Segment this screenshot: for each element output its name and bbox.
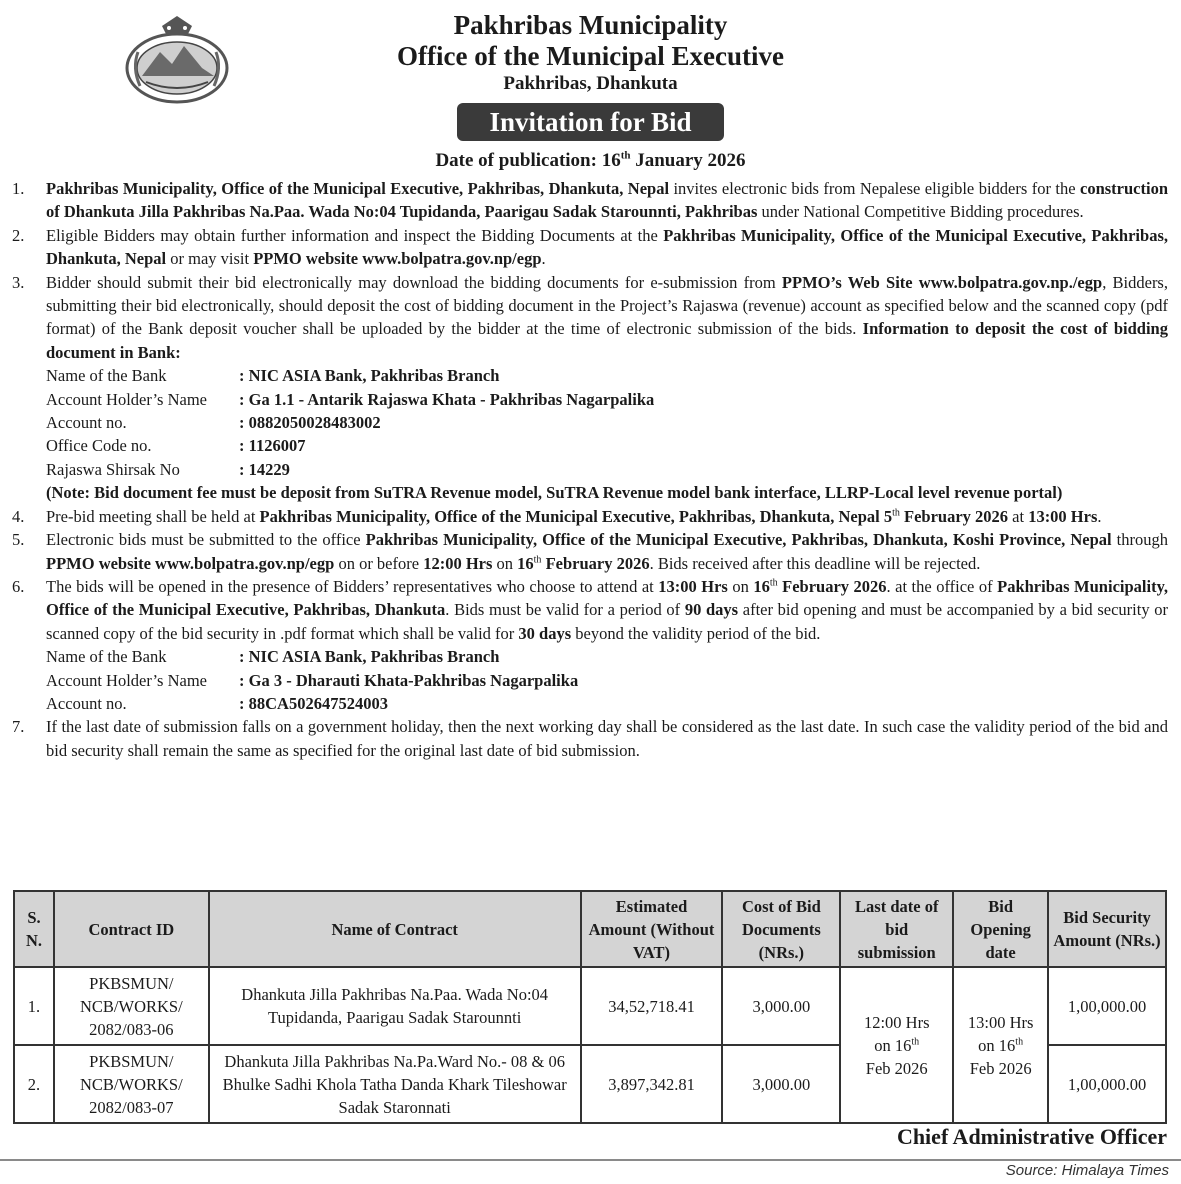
fee-note: (Note: Bid document fee must be deposit from SuTRA Revenue model, SuTRA Revenue model bank interface, LLRP-Local level revenue portal) [46,483,1063,503]
notice-item: 2. Eligible Bidders may obtain further information and inspect the Bidding Documents at the Pakhribas Municipality, Office of the Municipal Executive, Pakhribas, Dhankuta, Nepal or may visit PPMO website www.bolpatra.gov.np/egp. [12,225,1168,269]
bank-detail-row: Account Holder’s Name : Ga 3 - Dharauti Khata-Pakhribas Nagarpalika [46,670,579,690]
notice-item: 5. Electronic bids must be submitted to the office Pakhribas Municipality, Office of the Municipal Executive, Pakhribas, Dhankuta, Koshi Province, Nepal through PPMO website www.bolpatra.gov.np/egp on or before 12:00 Hrs on 16th February 2026. Bids received after this deadline will be rejected. [12,530,1168,573]
item-number: 4. [12,506,25,526]
cell-contract-name: Dhankuta Jilla Pakhribas Na.Pa.Ward No.- 08 & 06 Bhulke Sadhi Khola Tatha Danda Khark Tileshowar Sadak Staronnati [209,1045,581,1123]
cell-estimated-amount: 3,897,342.81 [581,1045,723,1123]
bank-detail-row: Rajaswa Shirsak No : 14229 [46,459,290,479]
cell-last-submission-date: 12:00 Hrs on 16th Feb 2026 [840,967,953,1123]
bank-detail-row: Account Holder’s Name : Ga 1.1 - Antarik Rajaswa Khata - Pakhribas Nagarpalika [46,389,655,409]
bank-detail-row: Office Code no. : 1126007 [46,436,306,456]
cell-sn: 1. [14,967,54,1045]
bank-details [46,364,1168,481]
bank-detail-row: Account no. : 88CA502647524003 [46,693,388,713]
notice-items [12,177,1168,762]
header-bid-security-amount: Bid Security Amount (NRs.) [1048,891,1166,967]
source-credit: Source: Himalaya Times [1005,1162,1169,1179]
invitation-banner: Invitation for Bid [457,103,724,141]
office-name: Office of the Municipal Executive [397,41,784,71]
notice-item: 7. If the last date of submission falls on a government holiday, then the next working day shall be considered as the last date. In such case the validity period of the bid and bid security shall remain the same as specified for the original last date of bid submission. [12,717,1168,760]
cell-sn: 2. [14,1045,54,1123]
item-number: 6. [12,576,25,596]
item-number: 1. [12,179,25,198]
signatory-title: Chief Administrative Officer [896,1124,1167,1149]
cell-estimated-amount: 34,52,718.41 [581,967,723,1045]
bank-details [46,645,1168,715]
bank-detail-row: Account no. : 0882050028483002 [46,413,381,433]
header-last-submission-date: Last date of bid submission [840,891,953,967]
notice-item: 4. Pre-bid meeting shall be held at Pakhribas Municipality, Office of the Municipal Executive, Pakhribas, Dhankuta, Nepal 5th February 2026 at 13:00 Hrs. [12,505,1168,528]
office-location: Pakhribas, Dhankuta [503,73,678,94]
header-bid-opening-date: Bid Opening date [953,891,1048,967]
item-number: 5. [12,530,25,550]
cell-bid-security-amount: 1,00,000.00 [1048,1045,1166,1123]
cell-bid-document-cost: 3,000.00 [722,967,840,1045]
header-sn: S. N. [14,891,54,967]
table-header-row [14,891,1166,967]
bank-detail-row: Name of the Bank : NIC ASIA Bank, Pakhribas Branch [46,647,500,667]
table-row [14,967,1166,1045]
cell-bid-document-cost: 3,000.00 [722,1045,840,1123]
cell-contract-name: Dhankuta Jilla Pakhribas Na.Paa. Wada No:04 Tupidanda, Paarigau Sadak Starounnti [209,967,581,1045]
header-bid-document-cost: Cost of Bid Documents (NRs.) [722,891,840,967]
item-number: 3. [12,272,25,292]
cell-contract-id: PKBSMUN/ NCB/WORKS/ 2082/083-07 [54,1045,209,1123]
cell-contract-id: PKBSMUN/ NCB/WORKS/ 2082/083-06 [54,967,209,1045]
header-estimated-amount: Estimated Amount (Without VAT) [581,891,723,967]
notice-body [12,177,1168,762]
cell-bid-opening-date: 13:00 Hrs on 16th Feb 2026 [953,967,1048,1123]
cell-bid-security-amount: 1,00,000.00 [1048,967,1166,1045]
municipality-name: Pakhribas Municipality [453,10,728,40]
bank-detail-row: Name of the Bank : NIC ASIA Bank, Pakhribas Branch [46,366,500,386]
publication-date: Date of publication: 16th January 2026 [435,149,746,171]
item-number: 2. [12,225,25,245]
contracts-table [13,890,1167,1124]
notice-item: 6. The bids will be opened in the presence of Bidders’ representatives who choose to attend at 13:00 Hrs on 16th February 2026. at the office of Pakhribas Municipality, Office of the Municipal Executive, Pakhribas, Dhankuta. Bids must be valid for a period of 90 days after bid opening and must be accompanied by a bid security or scanned copy of the bid security in .pdf format which shall be valid for 30 days beyond the validity period of the bid. Name of the Bank : NIC ASIA Bank, Pakhribas Branch Account Holder’s Name : Ga 3 - Dharauti Khata-Pakhribas Nagarpalika Account no. : 88CA502647524003 [12,575,1168,715]
header-contract-id: Contract ID [54,891,209,967]
notice-item: 3. Bidder should submit their bid electronically may download the bidding documents for e-submission from PPMO’s Web Site www.bolpatra.gov.np./egp, Bidders, submitting their bid electronically, should deposit the cost of bidding document in the Project’s Rajaswa (revenue) account as specified below and the scanned copy (pdf format) of the Bank deposit voucher shall be uploaded by the bidder at the time of electronic submission of the bids. Information to deposit the cost of bidding document in Bank: Name of the Bank : NIC ASIA Bank, Pakhribas Branch Account Holder’s Name : Ga 1.1 - Antarik Rajaswa Khata - Pakhribas Nagarpalika Account no. : 0882050028483002 Office Code no. : 1126007 Rajaswa Shirsak No : 14229 (Note: Bid document fee must be deposit from SuTRA Revenue model, SuTRA Revenue model bank interface, LLRP-Local level revenue portal) [12,272,1168,503]
notice-item: 1. Pakhribas Municipality, Office of the Municipal Executive, Pakhribas, Dhankuta, Nepal invites electronic bids from Nepalese eligible bidders for the construction of Dhankuta Jilla Pakhribas Na.Paa. Wada No:04 Tupidanda, Paarigau Sadak Starounnti, Pakhribas under National Competitive Bidding procedures. [12,179,1168,222]
item-number: 7. [12,717,25,737]
header-contract-name: Name of Contract [209,891,581,967]
footer-divider [0,1159,1181,1161]
